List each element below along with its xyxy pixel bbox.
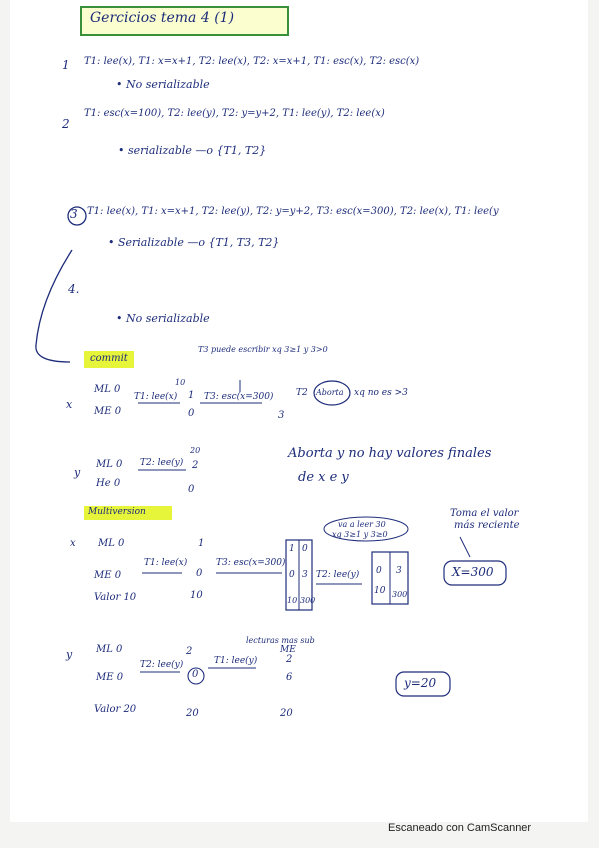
multi-y-var: y — [66, 648, 73, 661]
commit-two: 2 — [192, 460, 199, 471]
commit-y-ml: ML 0 — [96, 459, 123, 470]
item-3-schedule: T1: lee(x), T1: x=x+1, T2: lee(y), T2: y=y+2, T3: esc(x=300), T2: lee(x), T1: lee(y — [87, 206, 499, 217]
va-note-2: xq 3≥1 y 3≥0 — [332, 530, 388, 539]
multi-t3: T3: esc(x=300) — [216, 558, 286, 568]
item-2-number: 2 — [62, 117, 70, 131]
toma-note-1: Toma el valor — [450, 508, 519, 519]
commit-ts-one: 1 — [188, 390, 195, 401]
multi-ten: 10 — [190, 590, 203, 601]
scanner-watermark: Escaneado con CamScanner — [388, 822, 532, 834]
commit-three: 3 — [278, 410, 285, 421]
multi-y-two-a: 2 — [186, 646, 193, 657]
commit-t2y: T2: lee(y) — [140, 458, 184, 468]
box5-a: 10 — [374, 586, 386, 596]
multi-y-zero: 0 — [192, 669, 199, 680]
commit-label: commit — [90, 353, 128, 364]
multi-y-two: 2 — [286, 654, 293, 665]
box5-b: 300 — [392, 590, 408, 599]
item-1-schedule: T1: lee(x), T1: x=x+1, T2: lee(x), T2: x=x+1, T1: esc(x), T2: esc(x) — [84, 56, 420, 67]
multi-y-me: ME 0 — [96, 672, 124, 683]
commit-conclusion-1: Aborta y no hay valores finales — [288, 446, 492, 461]
box2-b: 3 — [302, 570, 308, 580]
commit-reason: xq no es >3 — [354, 388, 408, 398]
box1-b: 0 — [302, 544, 308, 554]
commit-t3: T3: esc(x=300) — [204, 392, 274, 402]
commit-ts1: 10 — [175, 378, 186, 387]
commit-x-me: ME 0 — [94, 406, 122, 417]
box3-a: 10 — [287, 596, 298, 605]
multi-t2: T2: lee(y) — [316, 570, 360, 580]
commit-y-var: y — [74, 466, 81, 479]
commit-note: T3 puede escribir xq 3≥1 y 3>0 — [198, 345, 328, 354]
box1-a: 1 — [289, 544, 295, 554]
multi-label: Multiversion — [88, 507, 146, 517]
commit-zero2: 0 — [188, 484, 195, 495]
commit-x-ml: ML 0 — [94, 384, 121, 395]
commit-x-var: x — [66, 398, 73, 411]
multi-zero: 0 — [196, 568, 203, 579]
item-1-number: 1 — [62, 58, 70, 72]
multi-t1: T1: lee(x) — [144, 558, 188, 568]
multi-t2y: T2: lee(y) — [140, 660, 184, 670]
commit-t1: T1: lee(x) — [134, 392, 178, 402]
commit-ts-small: 20 — [190, 446, 201, 455]
multi-x-valor: Valor 10 — [94, 592, 137, 603]
va-note-1: va a leer 30 — [338, 520, 386, 529]
multi-one: 1 — [198, 538, 205, 549]
y-result: y=20 — [404, 676, 437, 690]
item-2-result: • serializable —o {T1, T2} — [118, 144, 267, 157]
multi-x-ml: ML 0 — [98, 538, 125, 549]
multi-x-var: x — [70, 538, 76, 549]
item-3-result: • Serializable —o {T1, T3, T2} — [108, 236, 280, 249]
lect-note: lecturas mas sub — [246, 636, 315, 645]
box4-a: 0 — [376, 566, 382, 576]
notebook-page — [10, 0, 588, 822]
commit-zero: 0 — [188, 408, 195, 419]
commit-aborta: Aborta — [316, 388, 344, 397]
multi-t1y: T1: lee(y) — [214, 656, 258, 666]
multi-y-valor: Valor 20 — [94, 704, 137, 715]
page-title: Gercicios tema 4 (1) — [90, 10, 235, 26]
multi-y-six: 6 — [286, 672, 293, 683]
commit-t2: T2 — [296, 388, 308, 398]
multi-y-twenty: 20 — [186, 708, 199, 719]
item-1-result: • No serializable — [116, 78, 210, 91]
x-result: X=300 — [452, 565, 494, 579]
toma-note-2: más reciente — [454, 520, 520, 531]
item-3-number: 3 — [70, 207, 78, 221]
item-4-result: • No serializable — [116, 312, 210, 325]
bracket-line — [36, 250, 72, 362]
multi-x-me: ME 0 — [94, 570, 122, 581]
commit-y-me: He 0 — [96, 478, 121, 489]
multi-y-me2: ME — [280, 645, 296, 655]
item-4-number: 4. — [68, 282, 80, 296]
multi-y-ml: ML 0 — [96, 644, 123, 655]
multi-y-twenty2: 20 — [280, 708, 293, 719]
box4-b: 3 — [396, 566, 402, 576]
box3-b: 300 — [300, 596, 316, 605]
commit-conclusion-2: de x e y — [298, 470, 349, 485]
box2-a: 0 — [289, 570, 295, 580]
item-2-schedule: T1: esc(x=100), T2: lee(y), T2: y=y+2, T1: lee(y), T2: lee(x) — [84, 108, 385, 119]
